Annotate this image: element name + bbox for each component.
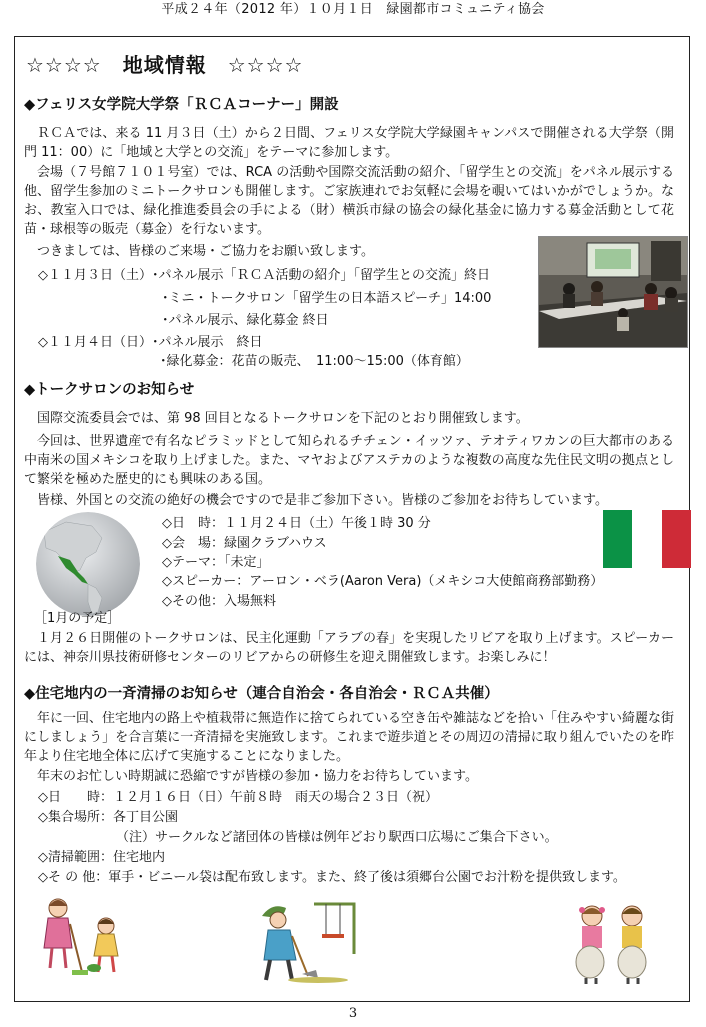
paragraph: ＲＣＡでは、来る 11 月３日（土）から２日間、フェリス女学院大学緑園キャンパスで開催される大学祭（開門 11：00）に「地域と大学との交流」をテーマに参加します。 xyxy=(24,126,674,160)
schedule-line: ◇１１月４日（日）･パネル展示 終日 xyxy=(38,335,263,350)
paragraph: 会場（７号館７１０１号室）では、RCA の活動や国際交流活動の紹介、「留学生との交流」をパネル展示する他、留学生参加のミニトークサロンも開催します。ご家族連れでお気軽に会場を覗いてはいかがでしょうか。なお、教室入口では、緑化推進委員会の手による（財）横浜市緑の協会の緑化基金に協力する募金活動として花苗・球根等の販売（募金）を行ないます。 xyxy=(24,165,674,237)
paragraph: 年末のお忙しい時期誠に恐縮ですが皆様の参加・協力をお待ちしています。 xyxy=(37,769,478,784)
detail-line: ◇スピーカー：アーロン・ベラ(Aaron Vera)（メキシコ大使館商務部勤務） xyxy=(162,574,604,589)
children-with-bags-illustration xyxy=(566,898,662,984)
info-line: ◇そ の 他：軍手・ビニール袋は配布致します。また、終了後は須郷台公園でお汁粉を提供致します。 xyxy=(38,870,626,885)
page-number: 3 xyxy=(348,1006,358,1021)
schedule-line: ･緑化募金：花苗の販売、 11:00～15:00（体育館） xyxy=(160,354,469,369)
flag-illustration xyxy=(603,510,691,568)
paragraph: 年に一回、住宅地内の路上や植栽帯に無造作に捨てられている空き缶や雑誌などを拾い「住みやすい綺麗な街にしましょう」を合言葉に一斉清掃を実施致します。これまで遊歩道とその周辺の清掃に取り組んでいたのを昨年より住宅地全体に広げて実施することになりました。 xyxy=(24,711,675,764)
info-line: ◇集合場所：各丁目公園 xyxy=(38,810,178,825)
detail-line: ◇テーマ：｢未定」 xyxy=(162,555,270,570)
page-header: 平成２４年（2012 年）１０月１日 緑園都市コミュニティ協会 xyxy=(161,2,545,17)
flag-stripe-green xyxy=(603,510,632,568)
flag-stripe-red xyxy=(662,510,691,568)
january-label: ［1月の予定］ xyxy=(34,611,121,626)
paragraph: つきましては、皆様のご来場・ご協力をお願い致します。 xyxy=(37,244,374,259)
schedule-line: ◇１１月３日（土）･パネル展示「ＲＣＡ活動の紹介」｢留学生との交流」終日 xyxy=(38,268,490,283)
section-heading-talk-salon: ◆トークサロンのお知らせ xyxy=(24,382,195,398)
info-line: ◇日 時：１２月１６日（日）午前８時 雨天の場合２３日（祝） xyxy=(38,790,438,805)
page-title: ☆☆☆☆ 地域情報 ☆☆☆☆ xyxy=(26,53,304,77)
paragraph: 皆様、外国との交流の絶好の機会ですので是非ご参加下さい。皆様のご参加をお待ちしています。 xyxy=(37,493,608,508)
detail-line: ◇会 場：緑園クラブハウス xyxy=(162,536,327,551)
paragraph: 今回は、世界遺産で有名なピラミッドとして知られるチチェン・イッツァ、テオティワカンの巨大都市のある中南米の国メキシコを取り上げました。また、マヤおよびアステカのような複数の高度な先住民文明の拠点として繁栄を極めた歴史的にも興味のある国。 xyxy=(24,434,674,487)
detail-line: ◇その他：入場無料 xyxy=(162,594,276,609)
event-photo xyxy=(538,236,688,348)
paragraph: １月２６日開催のトークサロンは、民主化運動「アラブの春」を実現したリビアを取り上げます。スピーカーには、神奈川県技術研修センターのリビアからの研修生を迎え開催致します。お楽しみに！ xyxy=(24,631,674,665)
schedule-line: ･パネル展示、緑化募金 終日 xyxy=(162,313,329,328)
park-cleaning-illustration xyxy=(256,894,358,984)
section-heading-ferris-festival: ◆フェリス女学院大学祭「ＲＣＡコーナー」開設 xyxy=(24,97,339,113)
detail-line: ◇日 時：１１月２４日（土）午後１時 30 分 xyxy=(162,516,431,531)
info-line-note: （注）サークルなど諸団体の皆様は例年どおり駅西口広場にご集合下さい。 xyxy=(116,830,558,845)
info-line: ◇清掃範囲：住宅地内 xyxy=(38,850,165,865)
globe-mexico-illustration xyxy=(36,512,140,616)
flag-stripe-white xyxy=(632,510,661,568)
paragraph: 国際交流委員会では、第 98 回目となるトークサロンを下記のとおり開催致します。 xyxy=(37,411,529,426)
cleaning-mother-child-illustration xyxy=(36,896,132,980)
section-heading-cleanup: ◆住宅地内の一斉清掃のお知らせ（連合自治会・各自治会・ＲＣＡ共催） xyxy=(24,686,499,702)
schedule-line: ･ミニ・トークサロン「留学生の日本語スピーチ」14:00 xyxy=(162,291,492,306)
